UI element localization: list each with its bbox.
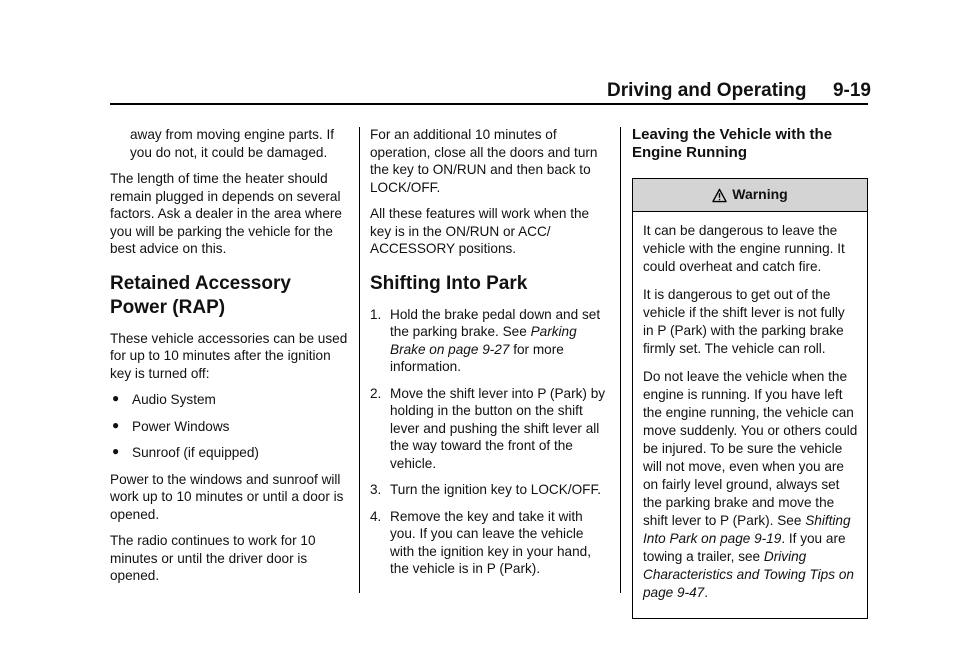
step-item xyxy=(370,481,610,499)
warning-icon xyxy=(712,188,727,203)
bullet-icon: ● xyxy=(112,444,120,458)
column-1 xyxy=(110,126,350,594)
paragraph: All these features will work when the key is in the ON/RUN or ACC/ ACCESSORY positions. xyxy=(370,206,590,256)
cross-reference-link[interactable]: Shifting Into Park on page 9-19 xyxy=(643,513,851,546)
cross-reference-link[interactable]: Parking Brake on page 9-27 xyxy=(390,324,577,357)
step-text: Turn the ignition key to LOCK/OFF. xyxy=(390,482,602,497)
page-number: 9-19 xyxy=(832,80,871,101)
section-title: Driving and Operating xyxy=(607,80,807,101)
step-text: Hold the brake pedal down and set the parking brake. See xyxy=(390,306,601,339)
step-text: Move the shift lever into P (Park) by holding in the button on the shift lever and pushing the shift lever all the way toward the front of the vehicle. xyxy=(390,385,606,471)
step-item xyxy=(370,306,610,376)
header-rule xyxy=(110,103,868,105)
cross-reference-link[interactable]: Driving Characteristics and Towing Tips on page 9-47 xyxy=(643,549,854,600)
bullet-icon: ● xyxy=(112,391,120,405)
paragraph: Power to the windows and sunroof will work up to 10 minutes or until a door is opened. xyxy=(110,471,344,522)
paragraph: For an additional 10 minutes of operation, close all the doors and turn the key to ON/RUN and then back to LOCK/OFF. xyxy=(370,127,598,195)
bullet-icon: ● xyxy=(112,417,120,432)
step-number: 3. xyxy=(370,482,382,497)
step-text: Remove the key and take it with you. If you can leave the vehicle with the ignition key in your hand, the vehicle is in P (Park). xyxy=(390,508,592,576)
running-header xyxy=(607,80,871,102)
warning-text: Do not leave the vehicle when the engine is running. If you have left the engine running, the vehicle can move suddenly. You or others could be injured. To be sure the vehicle will not move, even when you are on fairly level ground, always set the parking brake and move the shift lever to P (Park). See xyxy=(643,369,858,528)
step-number: 2. xyxy=(370,385,382,401)
bullet-item xyxy=(110,391,350,409)
bullet-item xyxy=(110,444,350,462)
step-item xyxy=(370,508,610,578)
warning-text: . xyxy=(704,585,709,600)
column-divider xyxy=(620,127,621,593)
continued-paragraph: away from moving engine parts. If you do not, it could be damaged. xyxy=(130,127,334,160)
warning-header xyxy=(633,179,867,212)
section-heading-park: Shifting Into Park xyxy=(370,272,528,294)
step-item xyxy=(370,385,610,473)
paragraph: The radio continues to work for 10 minutes or until the driver door is opened. xyxy=(110,533,316,583)
bullet-text: Audio System xyxy=(132,392,216,407)
bullet-text: Sunroof (if equipped) xyxy=(132,445,259,460)
paragraph: These vehicle accessories can be used for up to 10 minutes after the ignition key is turned off: xyxy=(110,330,348,381)
warning-paragraph xyxy=(643,368,858,602)
bullet-item xyxy=(110,418,350,436)
warning-body xyxy=(633,212,867,618)
section-heading-rap: Retained Accessory Power (RAP) xyxy=(110,272,291,318)
column-divider xyxy=(359,127,360,593)
column-2 xyxy=(370,126,610,587)
warning-text: . If you are towing a trailer, see xyxy=(643,531,846,564)
warning-box xyxy=(632,178,868,619)
warning-paragraph: It is dangerous to get out of the vehicle if the shift lever is not fully in P (Park) with the parking brake firmly set. The vehicle can roll. xyxy=(643,287,845,356)
step-number: 4. xyxy=(370,508,382,524)
warning-paragraph: It can be dangerous to leave the vehicle with the engine running. It could overheat and catch fire. xyxy=(643,223,845,274)
column-3 xyxy=(632,126,868,619)
step-number: 1. xyxy=(370,306,382,322)
warning-label: Warning xyxy=(732,186,788,203)
paragraph: The length of time the heater should remain plugged in depends on several factors. Ask a dealer in the area where you will be parking the vehicle for the best advice on this. xyxy=(110,171,342,256)
bullet-text: Power Windows xyxy=(132,418,230,434)
step-text: for more information. xyxy=(390,341,564,374)
section-heading-engine-running: Leaving the Vehicle with the Engine Running xyxy=(632,126,833,161)
